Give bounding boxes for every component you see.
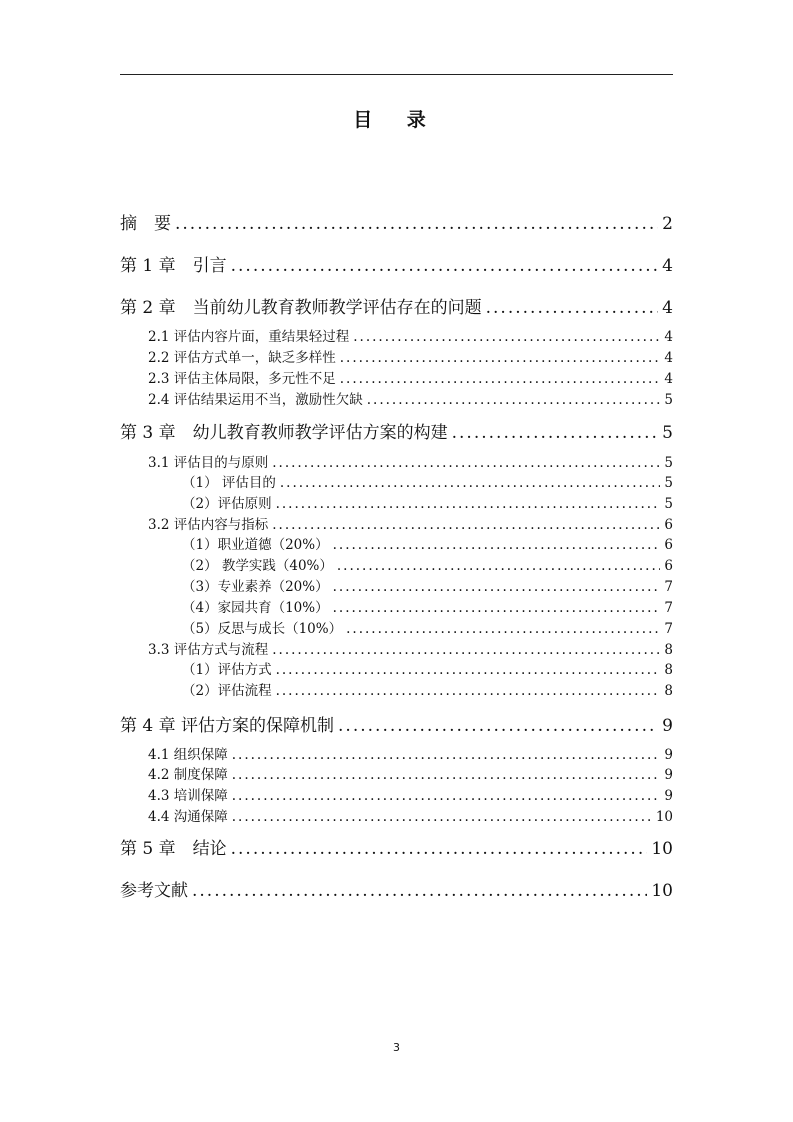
toc-entry-page: 10 (655, 809, 673, 825)
toc-leader-dots (276, 682, 661, 700)
toc-entry-page: 4 (662, 256, 673, 276)
toc-entry-page: 7 (664, 600, 673, 616)
toc-leader-dots (272, 454, 660, 472)
toc-entry-page: 5 (664, 392, 673, 408)
toc-entry[interactable] (182, 682, 673, 700)
toc-entry-label: （2）评估原则 (182, 496, 272, 512)
toc-entry[interactable] (148, 787, 673, 805)
toc-entry-page: 5 (664, 455, 673, 471)
toc-leader-dots (232, 787, 661, 805)
toc-leader-dots (192, 879, 647, 903)
toc-entry[interactable] (148, 370, 673, 388)
toc-entry[interactable] (120, 254, 673, 278)
toc-leader-dots (340, 349, 661, 367)
toc-entry-page: 4 (664, 371, 673, 387)
toc-entry-page: 8 (664, 662, 673, 678)
toc-entry-page: 8 (664, 642, 673, 658)
toc-entry-label: （4）家园共育（10%） (182, 600, 329, 616)
toc-leader-dots (346, 620, 660, 638)
toc-entry-label: 第 4 章 评估方案的保障机制 (120, 716, 335, 736)
toc-entry-label: 第 1 章 引言 (120, 256, 227, 276)
toc-entry-label: 4.2 制度保障 (148, 767, 228, 783)
toc-entry-label: 3.3 评估方式与流程 (148, 642, 269, 658)
toc-entry-page: 9 (662, 716, 673, 736)
toc-leader-dots (232, 808, 652, 826)
toc-entry[interactable] (182, 557, 673, 575)
toc-entry[interactable] (148, 766, 673, 784)
toc-entry[interactable] (148, 391, 673, 409)
toc-entry[interactable] (148, 641, 673, 659)
toc-entry[interactable] (120, 837, 673, 861)
toc-entry-page: 6 (664, 537, 673, 553)
toc-leader-dots (276, 661, 661, 679)
toc-leader-dots (486, 296, 659, 320)
toc-entry-label: （1）评估方式 (182, 662, 272, 678)
toc-entry-page: 10 (651, 881, 673, 901)
toc-leader-dots (340, 370, 661, 388)
toc-leader-dots (232, 766, 661, 784)
page-title: 目 录 (353, 109, 440, 131)
toc-entry-label: 4.3 培训保障 (148, 788, 228, 804)
toc-leader-dots (231, 837, 648, 861)
toc-entry-label: 2.3 评估主体局限，多元性不足 (148, 371, 336, 387)
toc-entry-page: 10 (651, 839, 673, 859)
toc-entry[interactable] (120, 421, 673, 445)
toc-entry-label: （5）反思与成长（10%） (182, 621, 343, 637)
toc-leader-dots (276, 495, 661, 513)
toc-entry-label: （2）评估流程 (182, 683, 272, 699)
toc-leader-dots (232, 746, 661, 764)
toc-entry[interactable] (148, 808, 673, 826)
toc-leader-dots (337, 557, 661, 575)
toc-entry-page: 5 (664, 496, 673, 512)
toc-entry-label: 2.1 评估内容片面，重结果轻过程 (148, 329, 350, 345)
toc-entry-label: （2） 教学实践（40%） (182, 558, 333, 574)
toc-leader-dots (452, 421, 659, 445)
toc-entry-label: 参考文献 (120, 881, 188, 901)
toc-leader-dots (333, 578, 661, 596)
toc-leader-dots (272, 516, 660, 534)
toc-entry-page: 9 (664, 788, 673, 804)
toc-entry-page: 2 (662, 214, 673, 234)
toc-leader-dots (338, 714, 658, 738)
toc-entry[interactable] (148, 516, 673, 534)
toc-entry-page: 5 (664, 475, 673, 491)
toc-entry-label: （1）职业道德（20%） (182, 537, 329, 553)
toc-leader-dots (175, 212, 658, 236)
toc-entry[interactable] (148, 328, 673, 346)
toc-entry[interactable] (148, 746, 673, 764)
toc-entry-label: （1） 评估目的 (182, 475, 276, 491)
toc-entry-label: 摘 要 (120, 214, 171, 234)
toc-entry-label: 第 2 章 当前幼儿教育教师教学评估存在的问题 (120, 298, 482, 318)
toc-entry[interactable] (182, 495, 673, 513)
page-number: 3 (393, 1041, 400, 1054)
toc-entry[interactable] (182, 474, 673, 492)
toc-entry-label: 4.1 组织保障 (148, 747, 228, 763)
toc-entry[interactable] (182, 536, 673, 554)
toc-entry-page: 4 (664, 329, 673, 345)
toc-entry[interactable] (182, 620, 673, 638)
toc-entry-page: 8 (664, 683, 673, 699)
toc-entry[interactable] (182, 599, 673, 617)
toc-leader-dots (367, 391, 661, 409)
toc-leader-dots (333, 536, 661, 554)
toc-leader-dots (272, 641, 660, 659)
toc-entry-label: 第 5 章 结论 (120, 839, 227, 859)
toc-entry[interactable] (120, 714, 673, 738)
toc-entry[interactable] (182, 661, 673, 679)
toc-entry-page: 9 (664, 747, 673, 763)
toc-entry-label: 2.2 评估方式单一，缺乏多样性 (148, 350, 336, 366)
toc-entry-label: 2.4 评估结果运用不当，激励性欠缺 (148, 392, 363, 408)
toc-entry[interactable] (182, 578, 673, 596)
toc-entry-label: 4.4 沟通保障 (148, 809, 228, 825)
toc-entry-page: 9 (664, 767, 673, 783)
header-rule (120, 74, 673, 75)
toc-entry[interactable] (148, 454, 673, 472)
toc-leader-dots (231, 254, 659, 278)
toc-entry-page: 7 (664, 579, 673, 595)
toc-leader-dots (280, 474, 661, 492)
toc-entry-page: 6 (664, 558, 673, 574)
toc-entry-label: （3）专业素养（20%） (182, 579, 329, 595)
toc-entry[interactable] (120, 212, 673, 236)
toc-entry-page: 5 (662, 423, 673, 443)
toc-leader-dots (353, 328, 660, 346)
toc-entry[interactable] (148, 349, 673, 367)
toc-entry-page: 7 (664, 621, 673, 637)
toc-entry[interactable] (120, 879, 673, 903)
toc-entry-page: 6 (664, 517, 673, 533)
toc-entry[interactable] (120, 296, 673, 320)
toc-leader-dots (333, 599, 661, 617)
toc-entry-page: 4 (664, 350, 673, 366)
toc-entry-label: 第 3 章 幼儿教育教师教学评估方案的构建 (120, 423, 448, 443)
toc-entry-label: 3.2 评估内容与指标 (148, 517, 269, 533)
toc-entry-label: 3.1 评估目的与原则 (148, 455, 269, 471)
toc-entry-page: 4 (662, 298, 673, 318)
